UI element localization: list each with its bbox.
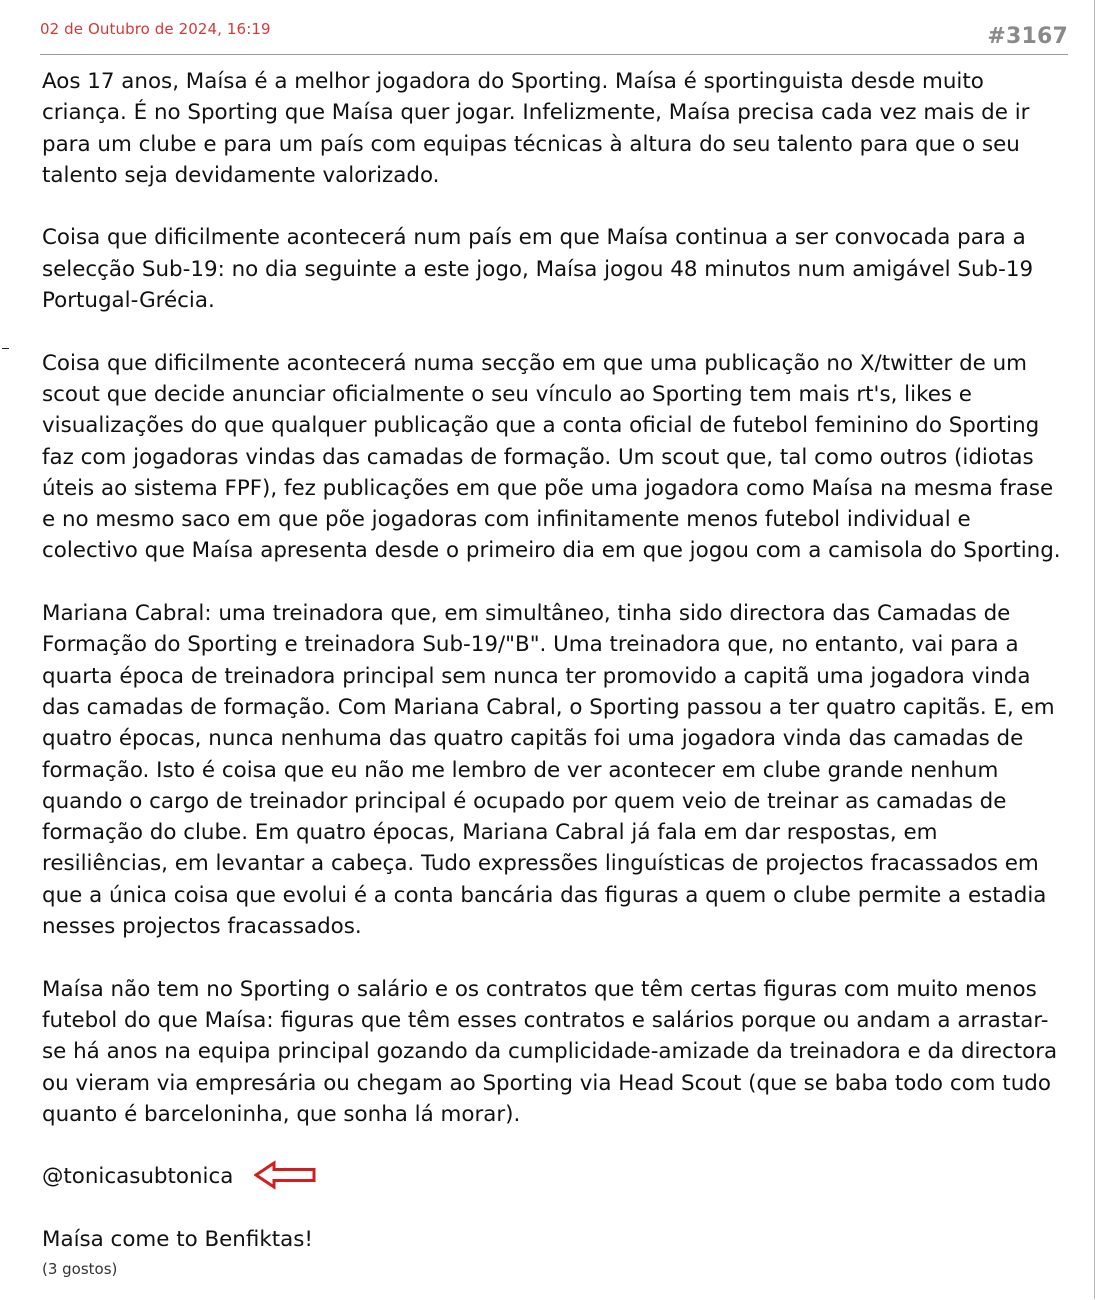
post-paragraph-2: Coisa que dificilmente acontecerá num país em que Maísa continua a ser convocada para a selecção Sub-19: no dia seguinte a este jogo, Maísa jogou 48 minutos num amigável Sub-19 Portugal-Grécia. [42, 225, 1034, 314]
post-paragraph-4: Mariana Cabral: uma treinadora que, em simultâneo, tinha sido directora das Camadas de Formação do Sporting e treinadora Sub-19/"B". Uma treinadora que, no entanto, vai para a quarta época de treinadora principal sem nunca ter promovido a capitã uma jogadora vinda das camadas de formação. Com Mariana Cabral, o Sporting passou a ter quatro capitãs. E, em quatro épocas, nunca nenhuma das quatro capitãs foi uma jogadora vinda das camadas de formação. Isto é coisa que eu não me lembro de ver acontecer em clube grande nenhum quando o cargo de treinador principal é ocupado por quem veio de treinar as camadas de formação do clube. Em quatro épocas, Mariana Cabral já fala em dar respostas, em resiliências, em levantar a cabeça. Tudo expressões linguísticas de projectos fracassados em que a única coisa que evolui é a conta bancária das figuras a quem o clube permite a estadia nesses projectos fracassados. [42, 601, 1055, 940]
margin-mark [2, 348, 9, 349]
closing-line: Maísa come to Benfiktas! [42, 1226, 313, 1252]
likes-count[interactable]: (3 gostos) [42, 1260, 118, 1278]
signature-handle: @tonicasubtonica [42, 1164, 234, 1190]
post-paragraph-5: Maísa não tem no Sporting o salário e os contratos que têm certas figuras com muito menos futebol do que Maísa: figuras que têm esses contratos e salários porque ou andam a arrastar-se há anos na equipa principal gozando da cumplicidade-amizade da treinadora e da directora ou vieram via empresária ou chegam ao Sporting via Head Scout (que se baba todo com tudo quanto é barceloninha, que sonha lá morar). [42, 976, 1058, 1127]
left-arrow-icon-shape [256, 1163, 314, 1187]
post-number-link[interactable]: #3167 [987, 24, 1068, 49]
post-header [40, 20, 1068, 55]
signature-row [42, 1161, 1062, 1192]
left-arrow-icon [254, 1160, 316, 1190]
post-paragraph-1: Aos 17 anos, Maísa é a melhor jogadora do Sporting. Maísa é sportinguista desde muito criança. É no Sporting que Maísa quer jogar. Infelizmente, Maísa precisa cada vez mais de ir para um clube e para um país com equipas técnicas à altura do seu talento para que o seu talento seja devidamente valorizado. [42, 69, 1030, 188]
post-date: 02 de Outubro de 2024, 16:19 [40, 20, 271, 38]
post-body [42, 66, 1062, 1287]
post-paragraph-3: Coisa que dificilmente acontecerá numa secção em que uma publicação no X/twitter de um scout que decide anunciar oficialmente o seu vínculo ao Sporting tem mais rt's, likes e visualizações do que qualquer publicação que a conta oficial de futebol feminino do Sporting faz com jogadoras vindas das camadas de formação. Um scout que, tal como outros (idiotas úteis ao sistema FPF), fez publicações em que põe uma jogadora como Maísa na mesma frase e no mesmo saco em que põe jogadoras com infinitamente menos futebol individual e colectivo que Maísa apresenta desde o primeiro dia em que jogou com a camisola do Sporting. [42, 350, 1061, 564]
